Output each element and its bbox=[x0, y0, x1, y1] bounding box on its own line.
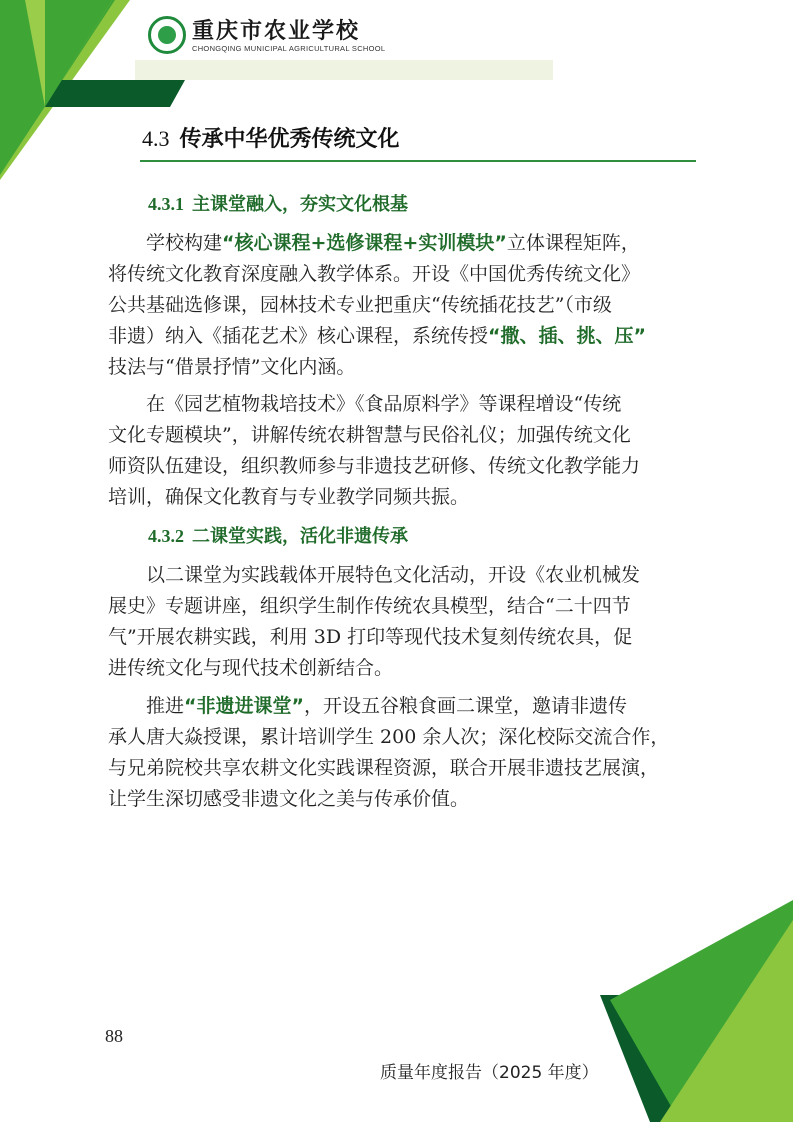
section-title bbox=[142, 122, 400, 153]
subsection-title: 二课堂实践，活化非遗传承 bbox=[192, 526, 408, 547]
subsection-number: 4.3.1 bbox=[148, 194, 184, 214]
section-title-text: 传承中华优秀传统文化 bbox=[179, 127, 400, 152]
school-name-en: CHONGQING MUNICIPAL AGRICULTURAL SCHOOL bbox=[192, 44, 386, 53]
body-line: 技法与“借景抒情”文化内涵。 bbox=[108, 356, 356, 378]
highlight-text: “撒、插、挑、压” bbox=[488, 325, 646, 347]
body-line bbox=[108, 691, 698, 722]
body-line: 让学生深切感受非遗文化之美与传承价值。 bbox=[108, 788, 470, 810]
subsection-heading bbox=[148, 522, 408, 548]
body-line bbox=[108, 228, 698, 259]
header-band bbox=[135, 60, 553, 80]
section-divider bbox=[140, 160, 696, 162]
footer-text: 质量年度报告（2025 年度） bbox=[380, 1063, 599, 1083]
subsection-number: 4.3.2 bbox=[148, 526, 184, 546]
body-line: 气”开展农耕实践，利用 3D 打印等现代技术复刻传统农具，促 bbox=[108, 626, 633, 648]
body-line: 师资队伍建设，组织教师参与非遗技艺研修、传统文化教学能力 bbox=[108, 455, 641, 477]
text-run: 在《园艺植物栽培技术》《食品原料学》等课程增设“传统 bbox=[146, 393, 622, 415]
text-run: 以二课堂为实践载体开展特色文化活动，开设《农业机械发 bbox=[146, 564, 641, 586]
body-line bbox=[108, 560, 698, 591]
body-line bbox=[108, 321, 698, 352]
text-run: 立体课程矩阵， bbox=[506, 232, 640, 254]
top-left-band-dark bbox=[45, 80, 185, 107]
body-line: 文化专题模块”，讲解传统农耕智慧与民俗礼仪；加强传统文化 bbox=[108, 424, 631, 446]
subsection-heading bbox=[148, 190, 408, 216]
body-line: 进传统文化与现代技术创新结合。 bbox=[108, 657, 394, 679]
section-number: 4.3 bbox=[142, 126, 170, 151]
body-line: 展史》专题讲座，组织学生制作传统农具模型，结合“二十四节 bbox=[108, 595, 631, 617]
text-run: 非遗）纳入《插花艺术》核心课程，系统传授 bbox=[108, 325, 489, 347]
body-line: 公共基础选修课，园林技术专业把重庆“传统插花技艺”（市级 bbox=[108, 294, 612, 316]
body-line: 将传统文化教育深度融入教学体系。开设《中国优秀传统文化》 bbox=[108, 263, 641, 285]
body-line bbox=[108, 389, 698, 420]
body-line: 与兄弟院校共享农耕文化实践课程资源，联合开展非遗技艺展演， bbox=[108, 757, 660, 779]
school-logo bbox=[148, 16, 186, 54]
body-line: 培训，确保文化教育与专业教学同频共振。 bbox=[108, 486, 470, 508]
highlight-text: “非遗进课堂” bbox=[184, 695, 304, 717]
text-run: ，开设五谷粮食画二课堂，邀请非遗传 bbox=[304, 695, 628, 717]
subsection-title: 主课堂融入，夯实文化根基 bbox=[192, 194, 408, 215]
body-line: 承人唐大焱授课，累计培训学生 200 余人次；深化校际交流合作， bbox=[108, 726, 670, 748]
highlight-text: “核心课程+选修课程+实训模块” bbox=[222, 232, 507, 254]
page-number: 88 bbox=[105, 1026, 123, 1046]
text-run: 推进 bbox=[146, 695, 185, 717]
text-run: 学校构建 bbox=[146, 232, 223, 254]
school-name-cn: 重庆市农业学校 bbox=[192, 18, 361, 44]
